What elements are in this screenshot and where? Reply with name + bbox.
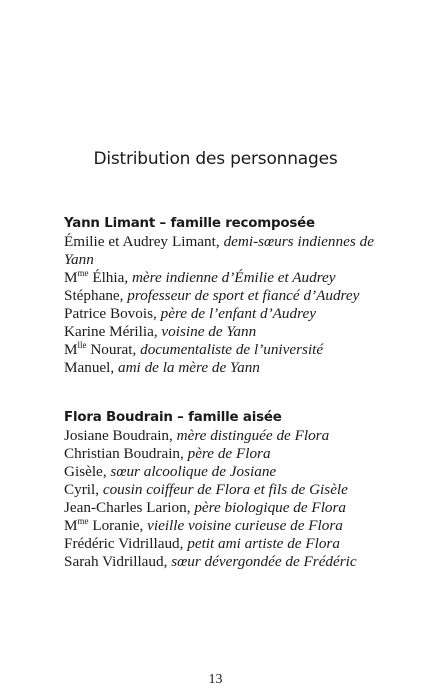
character-name: Émilie et Audrey Limant	[64, 233, 216, 250]
character-role: ami de la mère de Yann	[118, 359, 260, 376]
character-entry: $M^{me}$ Loranie, vieille voisine curieuse de Flora	[64, 515, 343, 534]
honorific-superscript: me	[77, 515, 89, 526]
character-name: Stéphane	[64, 287, 120, 304]
character-entry: Stéphane, professeur de sport et fiancé d’Audrey	[64, 287, 360, 304]
character-name: Loranie	[88, 517, 140, 534]
character-name: Manuel	[64, 359, 111, 376]
page-number: 13	[208, 672, 223, 687]
honorific-prefix: M	[64, 341, 78, 358]
character-name: Karine Mérilia	[64, 323, 154, 340]
character-name: Cyril	[64, 481, 96, 498]
character-entry: Christian Boudrain, père de Flora	[64, 445, 271, 462]
character-role: père de Flora	[187, 445, 271, 462]
character-role: professeur de sport et fiancé d’Audrey	[127, 287, 360, 304]
honorific-superscript: me	[77, 267, 89, 278]
section-flora-boudrain	[64, 409, 374, 571]
character-name: Josiane Boudrain	[64, 427, 170, 444]
honorific-prefix: M	[64, 269, 78, 286]
character-entry: Cyril, cousin coiffeur de Flora et fils de Gisèle	[64, 481, 348, 498]
character-name: Nourat	[86, 341, 133, 358]
character-entry: Émilie et Audrey Limant, demi-sœurs indiennes de Yann	[64, 233, 375, 268]
character-role: sœur dévergondée de Frédéric	[171, 553, 357, 570]
character-entry: Sarah Vidrillaud, sœur dévergondée de Frédéric	[64, 553, 357, 570]
honorific-superscript: lle	[77, 339, 87, 350]
character-role: demi-sœurs indiennes de Yann	[64, 233, 375, 268]
section-heading: Yann Limant – famille recomposée	[64, 216, 315, 231]
character-entry: Frédéric Vidrillaud, petit ami artiste de Flora	[64, 535, 340, 552]
character-entry: $M^{lle}$ Nourat, documentaliste de l’université	[64, 339, 324, 358]
character-role: petit ami artiste de Flora	[187, 535, 340, 552]
honorific-prefix: M	[64, 517, 78, 534]
page-title: Distribution des personnages	[93, 149, 338, 169]
character-name: Gisèle	[64, 463, 103, 480]
section-heading: Flora Boudrain – famille aisée	[64, 410, 282, 425]
character-entry: Josiane Boudrain, mère distinguée de Flora	[64, 427, 330, 444]
character-name: Sarah Vidrillaud	[64, 553, 164, 570]
character-role: vieille voisine curieuse de Flora	[147, 517, 343, 534]
character-name: Frédéric Vidrillaud	[64, 535, 180, 552]
character-role: voisine de Yann	[161, 323, 257, 340]
character-name: Élhia	[88, 269, 125, 286]
character-name: Jean-Charles Larion	[64, 499, 187, 516]
section-yann-limant	[64, 215, 374, 377]
character-role: sœur alcoolique de Josiane	[110, 463, 277, 480]
character-entry: Manuel, ami de la mère de Yann	[64, 359, 260, 376]
character-role: cousin coiffeur de Flora et fils de Gisèle	[102, 481, 348, 498]
character-role: père de l’enfant d’Audrey	[160, 305, 316, 322]
character-name: Patrice Bovois	[64, 305, 154, 322]
character-entry: $M^{me}$ Élhia, mère indienne d’Émilie et Audrey	[64, 267, 336, 286]
character-role: père biologique de Flora	[194, 499, 347, 516]
character-role: mère distinguée de Flora	[176, 427, 330, 444]
character-entry: Gisèle, sœur alcoolique de Josiane	[64, 463, 277, 480]
character-role: mère indienne d’Émilie et Audrey	[131, 269, 336, 286]
character-role: documentaliste de l’université	[140, 341, 324, 358]
character-entry: Jean-Charles Larion, père biologique de Flora	[64, 499, 347, 516]
character-name: Christian Boudrain	[64, 445, 181, 462]
character-entry: Karine Mérilia, voisine de Yann	[64, 323, 257, 340]
character-entry: Patrice Bovois, père de l’enfant d’Audrey	[64, 305, 316, 322]
